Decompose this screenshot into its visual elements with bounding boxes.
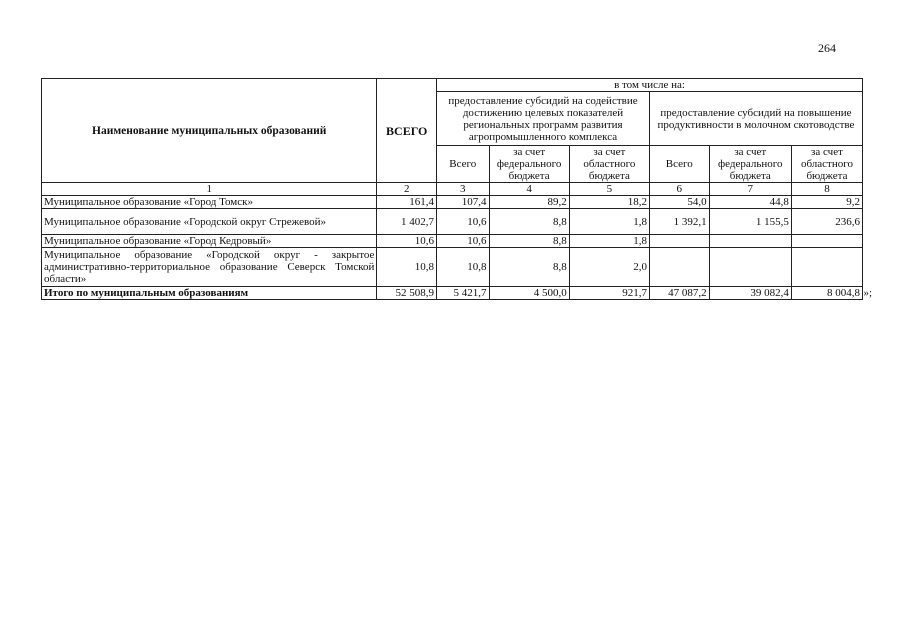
header-g1-federal: за счет федерального бюджета: [489, 146, 569, 183]
header-g1-total: Всего: [437, 146, 489, 183]
cell-g1-regional: 18,2: [569, 196, 649, 209]
header-total-column: ВСЕГО: [377, 79, 437, 183]
cell-g1-federal: 8,8: [489, 248, 569, 287]
cell-g1-total: 10,6: [437, 235, 489, 248]
cell-g1-regional: 2,0: [569, 248, 649, 287]
cell-g1-total: 10,8: [437, 248, 489, 287]
cell-total: 10,6: [377, 235, 437, 248]
cell-g2-regional: 9,2: [791, 196, 862, 209]
closing-quote-mark: »;: [863, 287, 872, 299]
cell-g2-total: [649, 248, 709, 287]
page-number: 264: [818, 41, 836, 55]
cell-total: 1 402,7: [377, 209, 437, 235]
header-g2-federal: за счет федерального бюджета: [709, 146, 791, 183]
cell-g2-regional: [791, 235, 862, 248]
column-number: 2: [377, 183, 437, 196]
cell-g1-regional: 1,8: [569, 235, 649, 248]
column-number: 6: [649, 183, 709, 196]
cell-g2-total: 1 392,1: [649, 209, 709, 235]
header-including: в том числе на:: [437, 79, 863, 92]
column-number: 4: [489, 183, 569, 196]
cell-g1-total: 10,6: [437, 209, 489, 235]
totals-g2-regional-value: 8 004,8: [827, 287, 860, 299]
cell-g2-federal: 44,8: [709, 196, 791, 209]
row-name: Муниципальное образование «Городской округ Стрежевой»: [42, 209, 377, 235]
table-row: [42, 196, 863, 209]
totals-g2-federal: 39 082,4: [709, 287, 791, 300]
cell-g1-total: 107,4: [437, 196, 489, 209]
table-row: [42, 235, 863, 248]
subsidies-table: [41, 78, 872, 300]
cell-g1-federal: 8,8: [489, 209, 569, 235]
header-g1-regional: за счет областного бюджета: [569, 146, 649, 183]
header-group-dairy: предоставление субсидий на повышение продуктивности в молочном скотоводстве: [649, 92, 862, 146]
cell-total: 10,8: [377, 248, 437, 287]
column-number: 8: [791, 183, 862, 196]
totals-name: Итого по муниципальным образованиям: [42, 287, 377, 300]
cell-g2-federal: [709, 235, 791, 248]
cell-g2-regional: 236,6: [791, 209, 862, 235]
cell-g2-regional: [791, 248, 862, 287]
header-g2-total: Всего: [649, 146, 709, 183]
totals-total: 52 508,9: [377, 287, 437, 300]
totals-g2-regional: [791, 287, 872, 300]
cell-g1-federal: 89,2: [489, 196, 569, 209]
column-number: 3: [437, 183, 489, 196]
row-name: Муниципальное образование «Город Томск»: [42, 196, 377, 209]
totals-g2-total: 47 087,2: [649, 287, 709, 300]
cell-g2-total: 54,0: [649, 196, 709, 209]
column-number: 1: [42, 183, 377, 196]
header-group-agro: предоставление субсидий на содействие достижению целевых показателей региональных программ развития агропромышленного комплекса: [437, 92, 650, 146]
totals-g1-total: 5 421,7: [437, 287, 489, 300]
header-g2-regional: за счет областного бюджета: [791, 146, 862, 183]
totals-g1-regional: 921,7: [569, 287, 649, 300]
totals-row: [42, 287, 863, 300]
row-name: Муниципальное образование «Городской округ - закрытое административно-территориальное образование Северск Томской области»: [42, 248, 377, 287]
cell-g2-federal: 1 155,5: [709, 209, 791, 235]
cell-total: 161,4: [377, 196, 437, 209]
column-number: 7: [709, 183, 791, 196]
cell-g1-federal: 8,8: [489, 235, 569, 248]
cell-g2-total: [649, 235, 709, 248]
column-number: 5: [569, 183, 649, 196]
row-name: Муниципальное образование «Город Кедровый»: [42, 235, 377, 248]
totals-g1-federal: 4 500,0: [489, 287, 569, 300]
table-row: [42, 248, 863, 287]
table-row: [42, 209, 863, 235]
header-name-column: Наименование муниципальных образований: [42, 79, 377, 183]
column-numbers-row: [42, 183, 863, 196]
cell-g1-regional: 1,8: [569, 209, 649, 235]
cell-g2-federal: [709, 248, 791, 287]
